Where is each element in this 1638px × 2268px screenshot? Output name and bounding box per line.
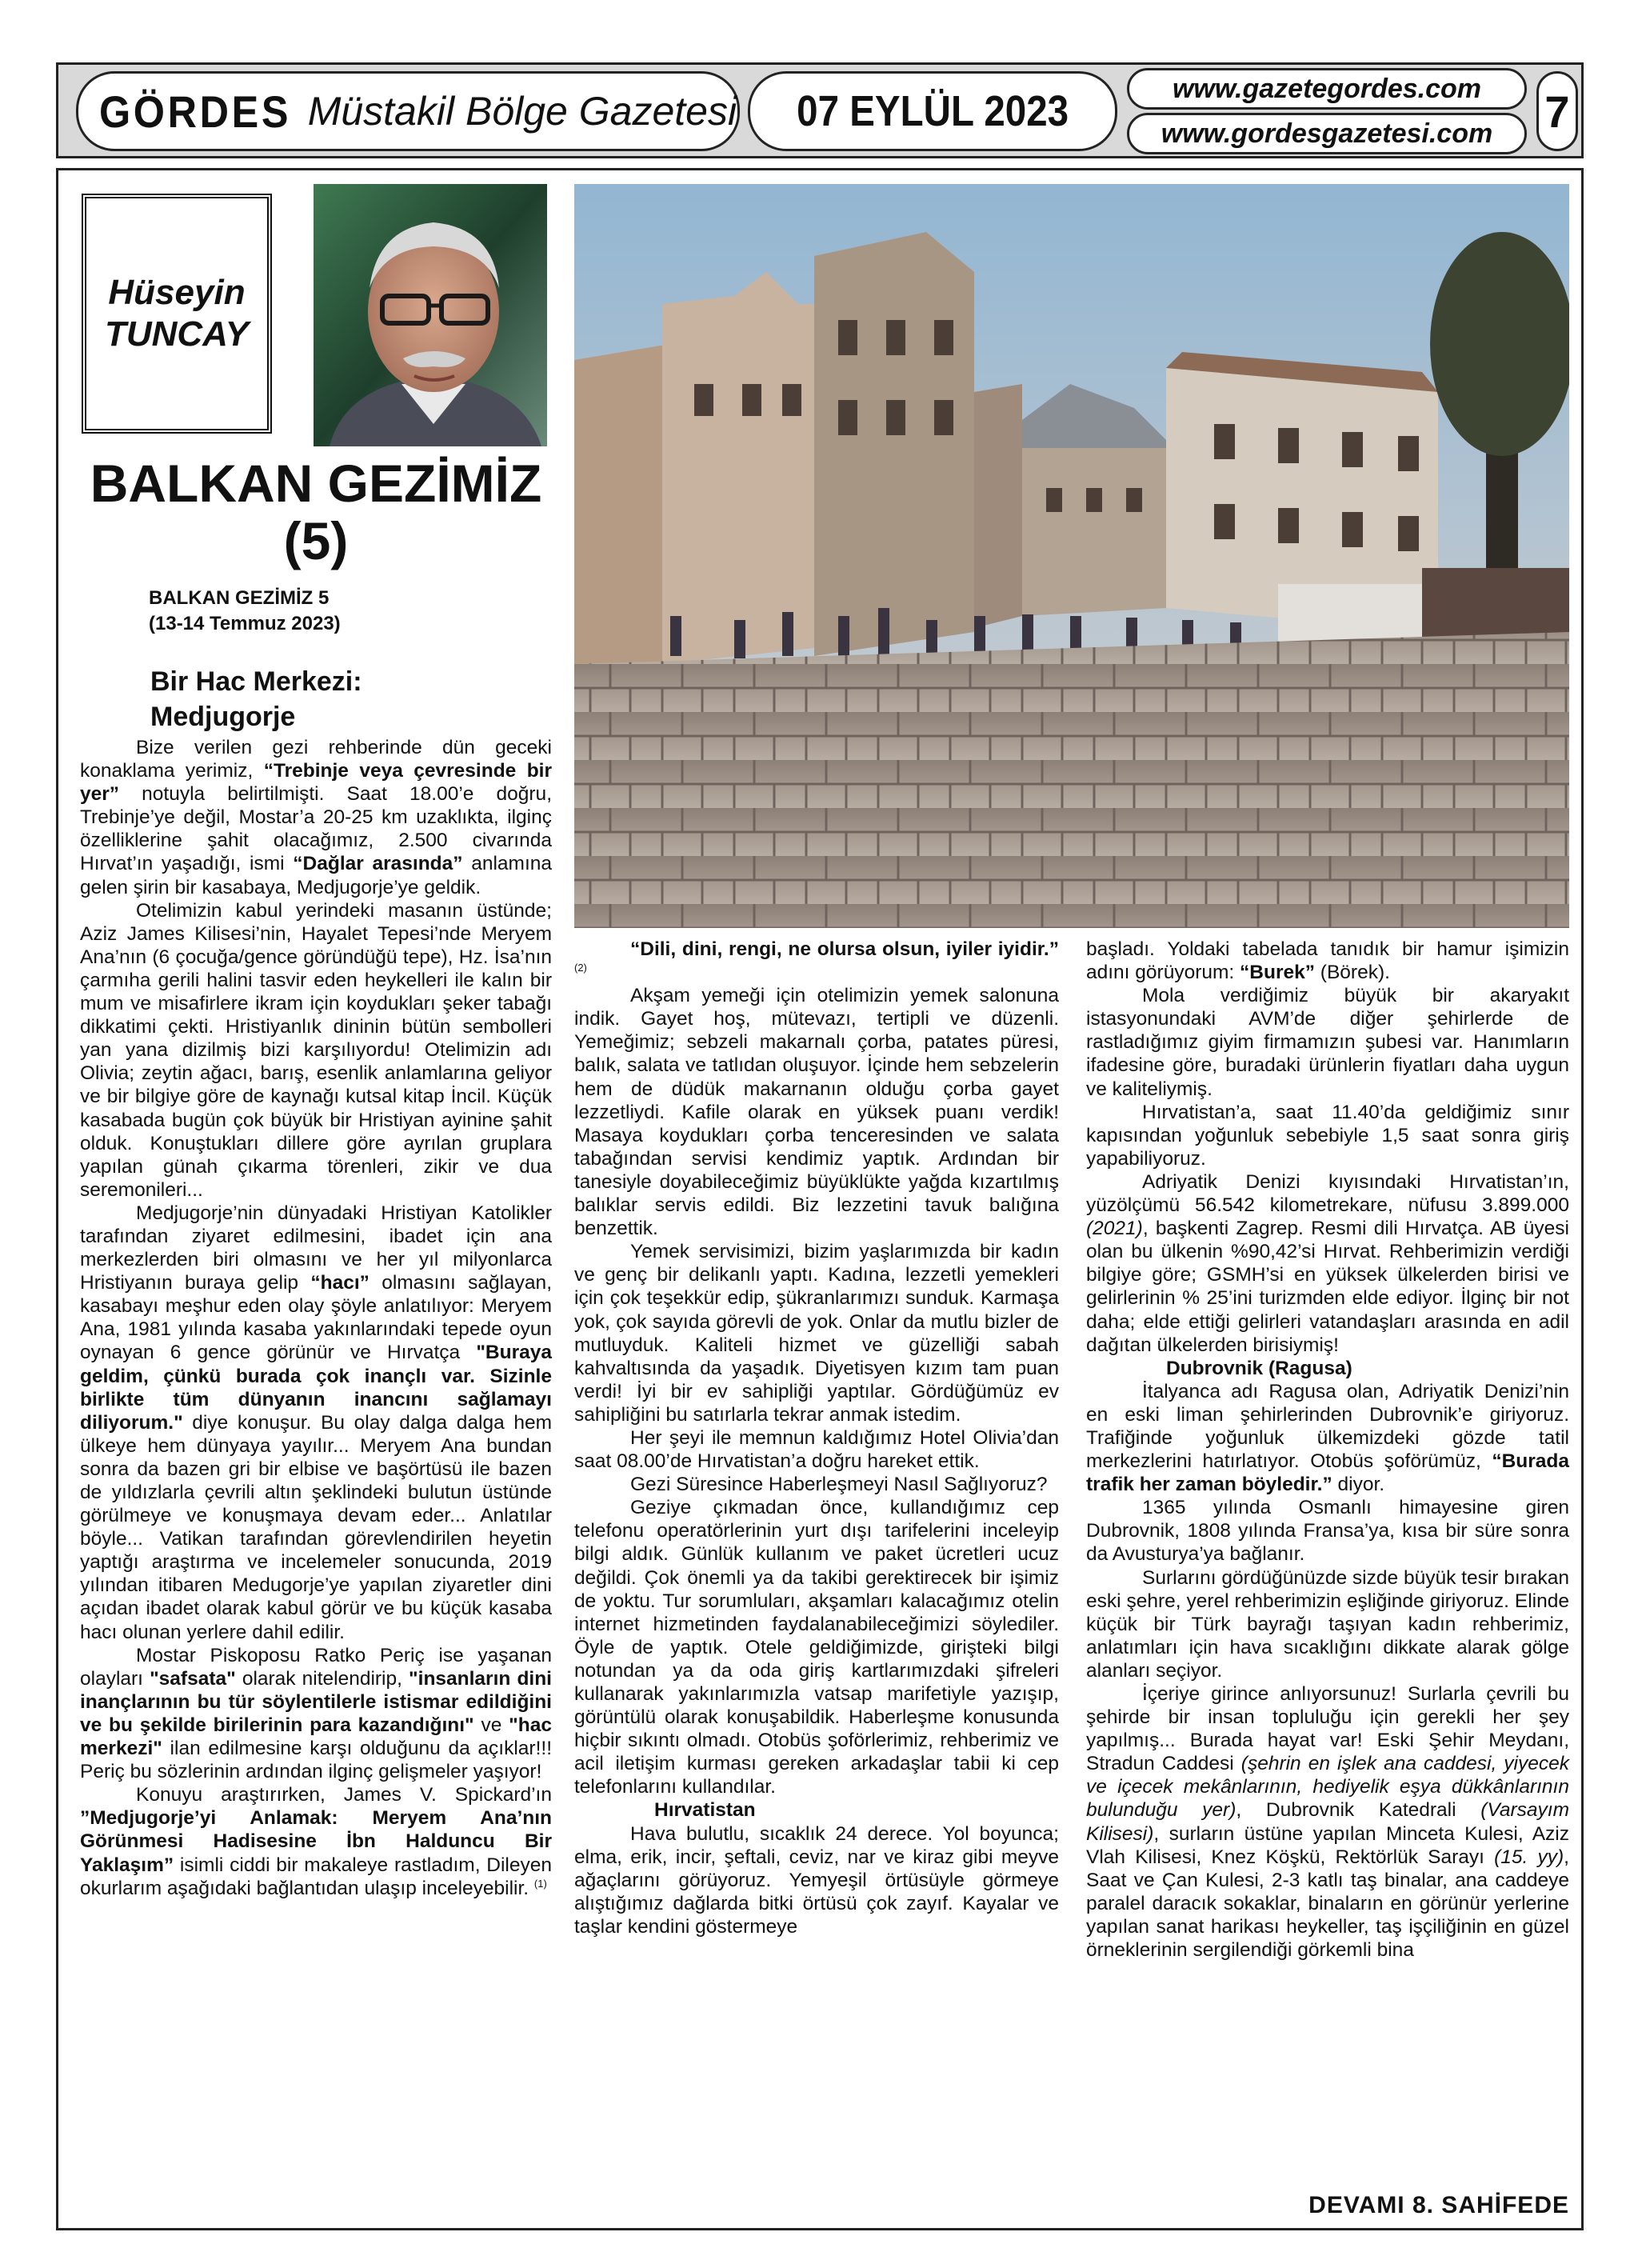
- article-subhead: [149, 586, 549, 637]
- subhead-line-1: BALKAN GEZİMİZ 5: [149, 587, 330, 609]
- website-link-2[interactable]: www.gordesgazetesi.com: [1161, 118, 1493, 149]
- author-box: [82, 194, 272, 434]
- paragraph-heading: Hırvatistan: [654, 1799, 756, 1822]
- article-column-3: [1086, 938, 1569, 1962]
- section-title-line-1: Bir Hac Merkezi:: [150, 666, 362, 697]
- paragraph: başladı. Yoldaki tabelada tanıdık bir hamur işimizin adını görüyorum: “Burek” (Börek).: [1086, 938, 1569, 984]
- paragraph: İtalyanca adı Ragusa olan, Adriyatik Denizi’nin en eski liman şehirlerinden Dubrovnik’e giriyoruz. Trafiğinde yoğunluk ülkemizdeki gözde tatil merkezlerini hatırlatıyor. Otobüs şoförümüz, “Burada trafik her zaman böyledir.” diyor.: [1086, 1380, 1569, 1496]
- paragraph: Yemek servisimizi, bizim yaşlarımızda bir kadın ve genç bir delikanlı yaptı. Kadına, lezzetli yemekleri için çok teşekkür edip, şükranlarımızı sunduk. Karmaşa yok, çok sayıda görevli de yok. Onlar da mutlu bizler de mutluyduk. Kaliteli hizmet ve güzelliği sabah kahvaltısında da yaşadık. Diyetisyen kızım tam puan verdi! İyi bir ev sahipliği yaptılar. Gördüğümüz ev sahipliğini bu satırlarla tekrar anmak istedim.: [574, 1241, 1059, 1426]
- paragraph: Hırvatistan’a, saat 11.40’da geldiğimiz sınır kapısından yoğunluk sebebiyle 1,5 saat sonra giriş yapabiliyoruz.: [1086, 1101, 1569, 1170]
- paragraph: Hava bulutlu, sıcaklık 24 derece. Yol boyunca; elma, erik, incir, şeftali, ceviz, nar ve kiraz gibi meyve ağaçlarını görüyoruz. Yemyeşil örtüsüyle görmeye alıştığımız dağlarda bitki örtüsü çok zayıf. Kayalar ve taşlar kendini göstermeye: [574, 1822, 1059, 1938]
- kotor-square-photo: [574, 184, 1569, 928]
- author-photo: [314, 184, 547, 446]
- paragraph: Adriyatik Denizi kıyısındaki Hırvatistan’ın, yüzölçümü 56.542 kilometrekare, nüfusu 3.899.000 (2021), başkenti Zagrep. Resmi dili Hırvatça. AB üyesi olan bu ülkenin %90,42’si Hırvat. Rehberimizin verdiği bilgiye göre; GSMH’si en yüksek ülkelerden birisi ve gelirlerinin % 25’ini turizmden elde ediyor. İlginç bir not daha; elde ettiği gelirleri vatandaşları arasında en adil dağıtan ülkelerden birisiymiş!: [1086, 1170, 1569, 1356]
- paragraph: İçeriye girince anlıyorsunuz! Surlarla çevrili bu şehirde bir insan topluluğu için gerekli her şey yapılmış... Burada hayat var! Eski Şehir Meydanı, Stradun Caddesi (şehrin en işlek ana caddesi, yiyecek ve içecek mekânlarının, hediyelik eşya dükkânlarının bulunduğu yer), Dubrovnik Katedrali (Varsayım Kilisesi), surların üstüne yapılan Minceta Kulesi, Aziz Vlah Kilisesi, Knez Köşkü, Rektörlük Sarayı (15. yy), Saat ve Çan Kulesi, 2-3 katlı taş binalar, ana caddeye paralel daracık sokaklar, binaların en görünür yerlerine yapılan sanat harikası heykeller, taş işçiliğinin en güzel örneklerinin sergilendiği görkemli bina: [1086, 1683, 1569, 1962]
- article-column-2: [574, 938, 1059, 1938]
- continued-on-page: DEVAMI 8. SAHİFEDE: [1308, 2192, 1569, 2218]
- paragraph: Gezi Süresince Haberleşmeyi Nasıl Sağlıyoruz?: [630, 1474, 1048, 1496]
- author-last-name: TUNCAY: [104, 314, 250, 354]
- date-pill: [748, 71, 1117, 151]
- section-title: [150, 664, 550, 734]
- issue-date: 07 EYLÜL 2023: [797, 87, 1069, 135]
- paragraph: 1365 yılında Osmanlı himayesine giren Dubrovnik, 1808 yılında Fransa’ya, kısa bir süre sonra da Avusturya’ya bağlanır.: [1086, 1497, 1569, 1566]
- paragraph: Her şeyi ile memnun kaldığımız Hotel Olivia’dan saat 08.00’de Hırvatistan’a doğru hareket ettik.: [574, 1426, 1059, 1473]
- paragraph: Bize verilen gezi rehberinde dün geceki konaklama yerimiz, “Trebinje veya çevresinde bir yer” notuyla belirtilmişti. Saat 18.00’e doğru, Trebinje’ye değil, Mostar’a 20-25 km uzaklıkta, ilginç özelliklerine şahit olacağımız, 2.500 civarında Hırvat’ın yaşadığı, ismi “Dağlar arasında” anlamına gelen şirin bir kasabaya, Medjugorje’ye geldik.: [80, 737, 553, 898]
- article-column-1: [80, 736, 552, 1900]
- paragraph: Mola verdiğimiz büyük bir akaryakıt istasyonundaki AVM’de diğer şehirlerde de rastladığımız giyim firmamızın şubesi var. Hanımların ifadesine göre, buradaki ürünlerin fiyatları daha uygun ve kaliteliymiş.: [1086, 985, 1569, 1100]
- masthead: [56, 62, 1584, 158]
- paragraph: Otelimizin kabul yerindeki masanın üstünde; Aziz James Kilisesi’nin, Hayalet Tepesi’nde Meryem Ana’nın (6 çocuğa/gence göründüğü tepe), Hz. İsa’nın çarmıha gerili halini tasvir eden heykelleri ile kalın bir mum ve misafirlere ikram için koydukları şeker tabağı dikkatimi çekti. Hristiyanlık dininin bütün sembolleri yan yana dizilmiş bizi karşılıyordu! Otelimizin adı Olivia; zeytin ağacı, barış, esenlik anlamlarına geliyor ve bir bilgiye göre de kaynağı kutsal kitap İncil. Küçük kasabada bugün çok büyük bir Hristiyan ayinine şahit olduk. Konuştukları dillere göre ayrılan gruplara yapılan günah çıkarma törenleri, zikir ve dua seremonileri...: [80, 899, 552, 1201]
- paragraph: Medjugorje’nin dünyadaki Hristiyan Katolikler tarafından ziyaret edilmesini, ibadet için ana merkezlerden biri olmasını ve her yıl milyonlarca Hristiyanın buraya gelip “hacı” olmasını sağlayan, kasabayı meşhur eden olay şöyle anlatılıyor: Meryem Ana, 1981 yılında kasaba yakınlarındaki tepede oyun oynayan 6 gence görünür ve Hırvatça "Buraya geldim, çünkü burada çok inançlı var. Sizinle birlikte tüm dünyanın inancını sağlamayı diliyorum." diye konuşur. Bu olay dalga dalga hem ülkeye hem dünyaya yayılır... Meryem Ana bundan sonra da bazen gri bir elbise ve başörtüsü ile bazen de yıldızlarla çevrili altın şeklindeki bulutun üstünde görülmeye ve konuşmaya devam eder... Anlatılar böyle... Vatikan tarafından görevlendirilen heyetin yaptığı araştırma ve incelemeler sonucunda, 2019 yılından itibaren Medugorje’ye yapılan ziyaretler dini açıdan ibadet olarak kabul görür ve bu küçük kasaba hacı olunan yerlere dahil edilir.: [80, 1202, 552, 1643]
- headline-line-2: (5): [283, 511, 349, 570]
- subhead-line-2: (13-14 Temmuz 2023): [149, 613, 341, 634]
- brand-pill: [76, 71, 740, 151]
- page-number: 7: [1544, 86, 1570, 137]
- paragraph: Mostar Piskoposu Ratko Periç ise yaşanan olayları "safsata" olarak nitelendirip, "insanların dini inançlarının bu tür söylentilerle istismar edildiğini ve bu şekilde birilerinin para kazandığını" ve "hac merkezi" ilan edilmesine karşı olduğunu da açıklar!!! Periç bu sözlerinin ardından ilginç gelişmeler yaşıyor!: [80, 1644, 552, 1783]
- paragraph: “Dili, dini, rengi, ne olursa olsun, iyiler iyidir.” $^{(2)}$: [574, 938, 1059, 974]
- brand-name: GÖRDES: [99, 86, 292, 137]
- page-number-pill: [1536, 71, 1578, 151]
- headline-line-1: BALKAN GEZİMİZ: [90, 454, 542, 513]
- author-first-name: Hüseyin: [108, 273, 246, 312]
- website-pill-2[interactable]: [1127, 113, 1527, 154]
- paragraph: Surlarını gördüğünüzde sizde büyük tesir bırakan eski şehre, yerel rehberimizin eşliğinde giriyoruz. Elinde küçük bir Türk bayrağı taşıyan kadın rehberimiz, anlatımları için hava sıcaklığını dikkate alarak gölge alanları seçiyor.: [1086, 1566, 1569, 1682]
- article-headline: [80, 454, 552, 570]
- paragraph: Geziye çıkmadan önce, kullandığımız cep telefonu operatörlerinin yurt dışı tarifelerini inceleyip bilgi aldık. Günlük kullanım ve paket ücretleri ucuz değildi. Çok önemli ya da takibi gerektirecek bir işimiz de yoktu. Tur sorumluları, akşamları kalacağımız otelin internet hizmetinden faydalanabileceğimizi söylediler. Öyle de yaptık. Otele geldiğimizde, girişteki bilgi notundan ya da oda giriş kartlarımızdaki şifreleri kullanarak yakınlarımızla vatsap marifetiyle yazışıp, görüntülü olarak konuşabildik. Haberleşme konusunda hiçbir sıkıntı olmadı. Otobüs şoförlerimiz, rehberimiz ve acil iletişim kurması gereken arkadaşlar tabii ki cep telefonlarını kullandılar.: [574, 1497, 1059, 1798]
- paragraph-heading: Dubrovnik (Ragusa): [1166, 1357, 1352, 1379]
- paragraph: Konuyu araştırırken, James V. Spickard’ın ”Medjugorje’yi Anlamak: Meryem Ana’nın Görünmesi Hadisesine İbn Halduncu Bir Yaklaşım” isimli ciddi bir makaleye rastladım, Dileyen okurlarım aşağıdaki bağlantıdan ulaşıp inceleyebilir. $^{(1)}$: [80, 1784, 552, 1899]
- author-portrait-illustration: [314, 184, 547, 446]
- brand-tagline: Müstakil Bölge Gazetesi: [307, 89, 737, 134]
- section-title-line-2: Medjugorje: [150, 702, 296, 732]
- website-pill-1[interactable]: [1127, 68, 1527, 110]
- paragraph: Akşam yemeği için otelimizin yemek salonuna indik. Gayet hoş, mütevazı, tertipli ve düzenli. Yemeğimiz; sebzeli makarnalı çorba, patates püresi, balık, salata ve tatlıdan oluşuyor. İçinde hem sebzelerin hem de düdük makarnanın olduğu çorba gayet lezzetliydi. Kafile olarak en yüksek puanı verdik! Masaya koydukları çorba tenceresinden ve salata tabağından servisi kendimiz yaptık. Ardından bir tanesiyle doyabileceğimiz büyüklükte yağda kızartılmış balıklar servis edildi. Biz lezzetini tavuk balığına benzettik.: [574, 985, 1059, 1240]
- old-town-square-illustration: [574, 184, 1569, 928]
- website-link-1[interactable]: www.gazetegordes.com: [1172, 73, 1482, 104]
